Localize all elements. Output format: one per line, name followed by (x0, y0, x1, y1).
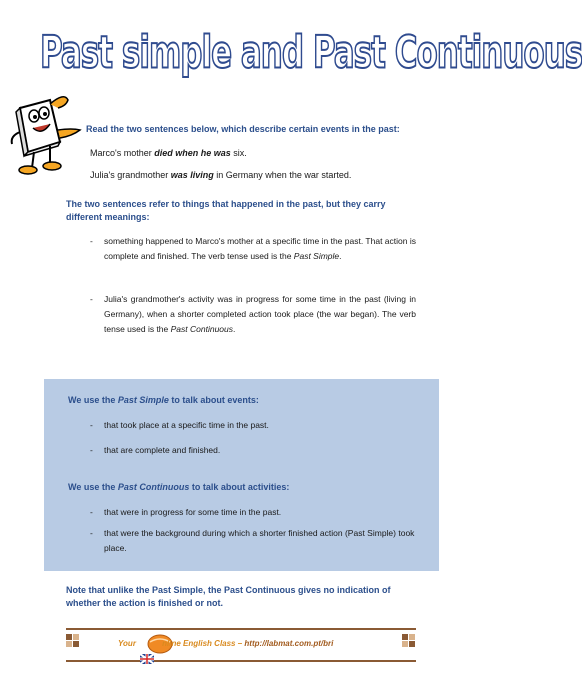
footer-divider-bottom (66, 660, 416, 662)
example-sentence-1 (90, 148, 247, 158)
meaning-list (90, 234, 416, 365)
footer-credit: Your nline English Class – http://labmat.com.pt/bri (118, 639, 334, 648)
page-title: Past simple and Past Continuous (40, 26, 582, 80)
footer-class-name: nline English Class (162, 639, 236, 648)
difference-paragraph: The two sentences refer to things that happened in the past, but they carry different meanings: (66, 199, 386, 222)
example-sentence-2 (90, 170, 351, 180)
example-1-pre: Marco's mother (90, 148, 155, 158)
note-paragraph: Note that unlike the Past Simple, the Past Continuous gives no indication of whether the action is finished or not. (66, 585, 391, 608)
globe-flag-logo-icon (138, 630, 176, 670)
list-item: - that are complete and finished. (90, 443, 416, 458)
example-1-emphasis: died when he was (154, 148, 231, 158)
usage-list-past-continuous (90, 505, 416, 562)
footer-deco-left-icon (66, 634, 80, 648)
list-item: - that took place at a specific time in the past. (90, 418, 416, 433)
usage-list-past-simple (90, 418, 416, 468)
cartoon-book-mascot-icon (6, 92, 84, 178)
usage-box (44, 379, 439, 571)
footer-deco-right-icon (402, 634, 416, 648)
intro-instruction: Read the two sentences below, which describe certain events in the past: (86, 124, 400, 134)
usage-heading-past-continuous: We use the Past Continuous to talk about activities: (68, 482, 290, 492)
example-2-emphasis: was living (170, 170, 214, 180)
meaning-item-past-continuous: - Julia's grandmother's activity was in progress for some time in the past (living in Germany), when a shorter completed action took place (the war began). The verb tense used is the Past Continuous. (90, 292, 416, 337)
list-item: - that were the background during which a shorter finished action (Past Simple) took place. (90, 526, 416, 556)
example-2-post: in Germany when the war started. (213, 170, 352, 180)
meaning-item-past-simple: - something happened to Marco's mother at a specific time in the past. That action is complete and finished. The verb tense used is the Past Simple. (90, 234, 416, 264)
footer-link[interactable]: http://labmat.com.pt/bri (244, 639, 334, 648)
footer-divider-top (66, 628, 416, 630)
usage-heading-past-simple: We use the Past Simple to talk about events: (68, 395, 259, 405)
example-1-post: six. (230, 148, 247, 158)
example-2-pre: Julia's grandmother (90, 170, 171, 180)
list-item: - that were in progress for some time in the past. (90, 505, 416, 520)
footer-pre: Your (118, 639, 139, 648)
